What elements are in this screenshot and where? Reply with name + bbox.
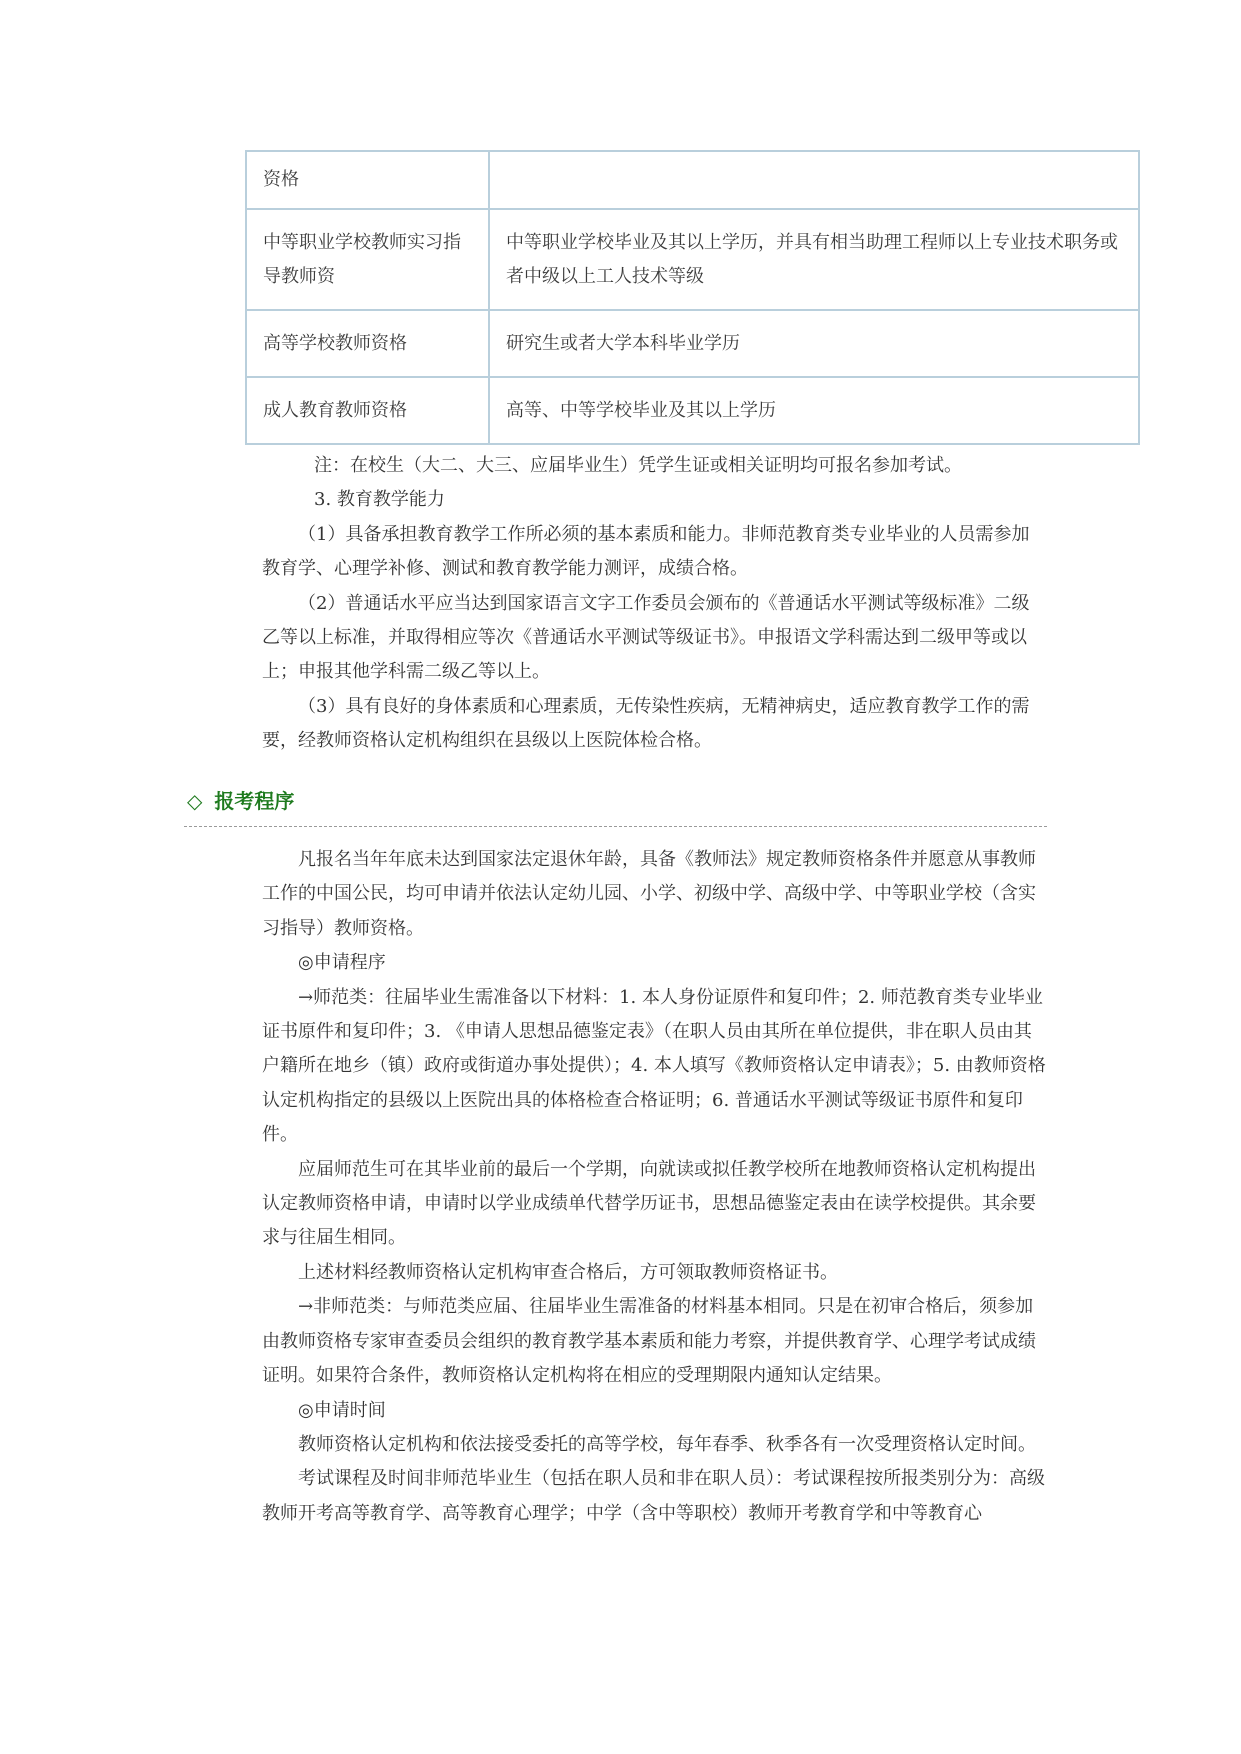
dashed-divider — [184, 826, 1047, 827]
table-row — [246, 310, 1139, 377]
subheading-time: ◎申请时间 — [298, 1399, 386, 1421]
paragraph: 应届师范生可在其毕业前的最后一个学期，向就读或拟任教学校所在地教师资格认定机构提出认定教师资格申请，申请时以学业成绩单代替学历证书，思想品德鉴定表由在读学校提供。其余要求与往届生相同。 — [262, 1158, 1036, 1249]
section-header — [187, 784, 1047, 827]
section-title — [187, 784, 1047, 818]
table-cell-type: 资格 — [246, 151, 489, 209]
table-row — [246, 209, 1139, 310]
table-cell-type: 高等学校教师资格 — [246, 310, 489, 377]
ability-item: （2）普通话水平应当达到国家语言文字工作委员会颁布的《普通话水平测试等级标准》二级乙等以上标准，并取得相应等次《普通话水平测试等级证书》。申报语文学科需达到二级甲等或以上；申报其他学科需二级乙等以上。 — [262, 592, 1030, 683]
procedure-text — [262, 843, 1046, 1531]
table-cell-requirement — [489, 151, 1139, 209]
paragraph: 凡报名当年年底未达到国家法定退休年龄，具备《教师法》规定教师资格条件并愿意从事教师工作的中国公民，均可申请并依法认定幼儿园、小学、初级中学、高级中学、中等职业学校（含实习指导）教师资格。 — [262, 849, 1036, 939]
table-cell-requirement: 高等、中等学校毕业及其以上学历 — [489, 377, 1139, 444]
requirements-text — [262, 449, 1046, 759]
table-cell-requirement: 中等职业学校毕业及其以上学历，并具有相当助理工程师以上专业技术职务或者中级以上工人技术等级 — [489, 209, 1139, 310]
qualification-table — [245, 150, 1140, 445]
paragraph: →非师范类：与师范类应届、往届毕业生需准备的材料基本相同。只是在初审合格后，须参加由教师资格专家审查委员会组织的教育教学基本素质和能力考察，并提供教育学、心理学考试成绩证明。如果符合条件，教师资格认定机构将在相应的受理期限内通知认定结果。 — [262, 1296, 1036, 1387]
table-row — [246, 377, 1139, 444]
ability-heading: 3. 教育教学能力 — [314, 489, 445, 511]
section-title-text: 报考程序 — [214, 789, 295, 813]
paragraph: →师范类：往届毕业生需准备以下材料：1. 本人身份证原件和复印件；2. 师范教育类专业毕业证书原件和复印件；3. 《申请人思想品德鉴定表》（在职人员由其所在单位提供，非在职人员由其户籍所在地乡（镇）政府或街道办事处提供）；4. 本人填写《教师资格认定申请表》；5. 由教师资格认定机构指定的县级以上医院出具的体格检查合格证明；6. 普通话水平测试等级证书原件和复印件。 — [262, 986, 1046, 1146]
paragraph: 考试课程及时间非师范毕业生（包括在职人员和非在职人员）：考试课程按所报类别分为：高级教师开考高等教育学、高等教育心理学；中学（含中等职校）教师开考教育学和中等教育心 — [262, 1468, 1045, 1524]
paragraph: 上述材料经教师资格认定机构审查合格后，方可领取教师资格证书。 — [298, 1261, 838, 1283]
note-text: 注：在校生（大二、大三、应届毕业生）凭学生证或相关证明均可报名参加考试。 — [314, 455, 962, 476]
paragraph: 教师资格认定机构和依法接受委托的高等学校，每年春季、秋季各有一次受理资格认定时间。 — [298, 1433, 1036, 1455]
table-cell-requirement: 研究生或者大学本科毕业学历 — [489, 310, 1139, 377]
ability-item: （1）具备承担教育教学工作所必须的基本素质和能力。非师范教育类专业毕业的人员需参加教育学、心理学补修、测试和教育教学能力测评，成绩合格。 — [262, 523, 1030, 580]
table-row — [246, 151, 1139, 209]
table-cell-type: 成人教育教师资格 — [246, 377, 489, 444]
ability-item: （3）具有良好的身体素质和心理素质，无传染性疾病，无精神病史，适应教育教学工作的需要，经教师资格认定机构组织在县级以上医院体检合格。 — [262, 695, 1030, 752]
diamond-icon: ◇ — [187, 789, 203, 813]
subheading-application: ◎申请程序 — [298, 952, 386, 974]
table-cell-type: 中等职业学校教师实习指导教师资 — [246, 209, 489, 310]
